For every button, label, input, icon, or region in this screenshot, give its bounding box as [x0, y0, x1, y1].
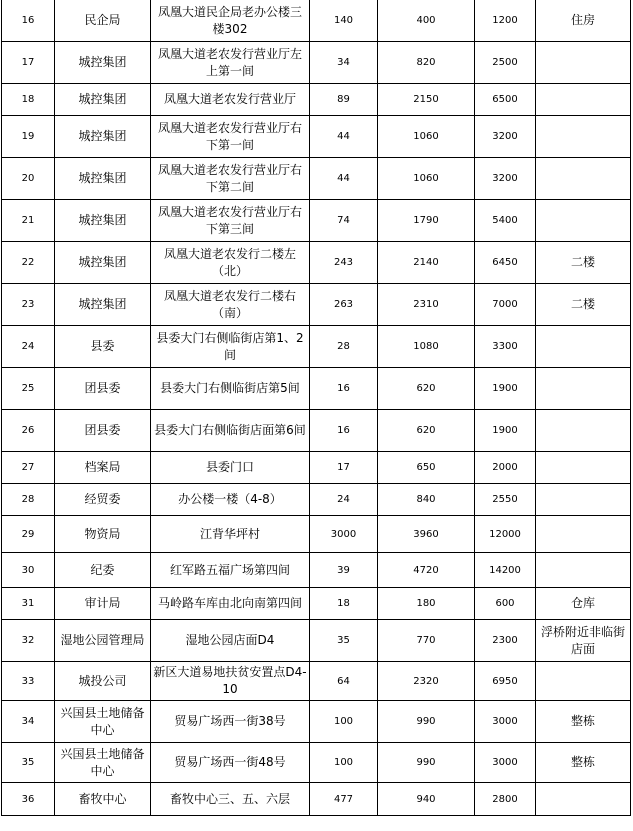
rent-a-cell: 180: [378, 588, 475, 620]
rent-b-cell: 2000: [475, 452, 536, 484]
row-number: 33: [2, 662, 55, 701]
row-number: 28: [2, 484, 55, 516]
rent-b-cell: 7000: [475, 284, 536, 326]
area-cell: 64: [310, 662, 378, 701]
rent-a-cell: 2150: [378, 84, 475, 116]
row-number: 31: [2, 588, 55, 620]
table-row: [2, 410, 631, 452]
location-cell: 凤凰大道老农发行营业厅左上第一间: [151, 42, 310, 84]
row-number: 32: [2, 620, 55, 662]
note-cell: 整栋: [536, 743, 631, 783]
table-row: [2, 284, 631, 326]
rent-a-cell: 620: [378, 410, 475, 452]
note-cell: [536, 326, 631, 368]
location-cell: 凤凰大道老农发行营业厅右下第二间: [151, 158, 310, 200]
location-cell: 红军路五福广场第四间: [151, 553, 310, 588]
table-row: [2, 701, 631, 743]
note-cell: [536, 452, 631, 484]
table-row: [2, 158, 631, 200]
area-cell: 39: [310, 553, 378, 588]
unit-cell: 纪委: [55, 553, 151, 588]
note-cell: 二楼: [536, 284, 631, 326]
area-cell: 89: [310, 84, 378, 116]
location-cell: 湿地公园店面D4: [151, 620, 310, 662]
unit-cell: 物资局: [55, 516, 151, 553]
note-cell: [536, 410, 631, 452]
rent-a-cell: 1060: [378, 158, 475, 200]
unit-cell: 民企局: [55, 0, 151, 42]
table-row: [2, 0, 631, 42]
area-cell: 100: [310, 701, 378, 743]
table-body: [2, 0, 631, 816]
table-row: [2, 116, 631, 158]
location-cell: 新区大道易地扶贫安置点D4-10: [151, 662, 310, 701]
row-number: 18: [2, 84, 55, 116]
area-cell: 140: [310, 0, 378, 42]
row-number: 29: [2, 516, 55, 553]
rent-a-cell: 2310: [378, 284, 475, 326]
row-number: 36: [2, 783, 55, 816]
rent-a-cell: 650: [378, 452, 475, 484]
row-number: 26: [2, 410, 55, 452]
row-number: 21: [2, 200, 55, 242]
note-cell: [536, 516, 631, 553]
unit-cell: 城投公司: [55, 662, 151, 701]
note-cell: [536, 158, 631, 200]
unit-cell: 经贸委: [55, 484, 151, 516]
location-cell: 县委门口: [151, 452, 310, 484]
rent-a-cell: 820: [378, 42, 475, 84]
area-cell: 263: [310, 284, 378, 326]
row-number: 22: [2, 242, 55, 284]
rent-a-cell: 1080: [378, 326, 475, 368]
rent-a-cell: 3960: [378, 516, 475, 553]
unit-cell: 城控集团: [55, 116, 151, 158]
row-number: 20: [2, 158, 55, 200]
unit-cell: 兴国县土地储备中心: [55, 701, 151, 743]
property-table: [1, 0, 631, 816]
location-cell: 凤凰大道老农发行营业厅右下第一间: [151, 116, 310, 158]
row-number: 27: [2, 452, 55, 484]
row-number: 16: [2, 0, 55, 42]
table-row: [2, 588, 631, 620]
unit-cell: 城控集团: [55, 158, 151, 200]
note-cell: 二楼: [536, 242, 631, 284]
table-row: [2, 200, 631, 242]
rent-a-cell: 840: [378, 484, 475, 516]
table-row: [2, 242, 631, 284]
location-cell: 畜牧中心三、五、六层: [151, 783, 310, 816]
area-cell: 28: [310, 326, 378, 368]
note-cell: [536, 368, 631, 410]
note-cell: 仓库: [536, 588, 631, 620]
area-cell: 243: [310, 242, 378, 284]
table-row: [2, 516, 631, 553]
table-row: [2, 326, 631, 368]
rent-b-cell: 6950: [475, 662, 536, 701]
location-cell: 凤凰大道老农发行二楼左（北）: [151, 242, 310, 284]
unit-cell: 县委: [55, 326, 151, 368]
area-cell: 35: [310, 620, 378, 662]
area-cell: 74: [310, 200, 378, 242]
rent-b-cell: 1900: [475, 410, 536, 452]
row-number: 30: [2, 553, 55, 588]
rent-a-cell: 1060: [378, 116, 475, 158]
rent-a-cell: 4720: [378, 553, 475, 588]
rent-a-cell: 990: [378, 701, 475, 743]
table-row: [2, 553, 631, 588]
rent-a-cell: 770: [378, 620, 475, 662]
unit-cell: 审计局: [55, 588, 151, 620]
area-cell: 18: [310, 588, 378, 620]
note-cell: [536, 783, 631, 816]
location-cell: 凤凰大道老农发行二楼右（南）: [151, 284, 310, 326]
rent-b-cell: 600: [475, 588, 536, 620]
row-number: 19: [2, 116, 55, 158]
location-cell: 贸易广场西一街48号: [151, 743, 310, 783]
rent-b-cell: 6500: [475, 84, 536, 116]
table-row: [2, 368, 631, 410]
table-row: [2, 452, 631, 484]
rent-b-cell: 1900: [475, 368, 536, 410]
location-cell: 办公楼一楼（4-8）: [151, 484, 310, 516]
rent-b-cell: 3000: [475, 701, 536, 743]
location-cell: 江背华坪村: [151, 516, 310, 553]
unit-cell: 湿地公园管理局: [55, 620, 151, 662]
table-row: [2, 783, 631, 816]
rent-b-cell: 12000: [475, 516, 536, 553]
row-number: 34: [2, 701, 55, 743]
rent-a-cell: 1790: [378, 200, 475, 242]
area-cell: 44: [310, 158, 378, 200]
table-row: [2, 662, 631, 701]
unit-cell: 畜牧中心: [55, 783, 151, 816]
rent-b-cell: 2800: [475, 783, 536, 816]
rent-b-cell: 14200: [475, 553, 536, 588]
area-cell: 100: [310, 743, 378, 783]
unit-cell: 城控集团: [55, 42, 151, 84]
location-cell: 凤凰大道老农发行营业厅右下第三间: [151, 200, 310, 242]
rent-b-cell: 2550: [475, 484, 536, 516]
table-row: [2, 484, 631, 516]
rent-b-cell: 1200: [475, 0, 536, 42]
area-cell: 34: [310, 42, 378, 84]
rent-a-cell: 2140: [378, 242, 475, 284]
rent-b-cell: 2300: [475, 620, 536, 662]
unit-cell: 城控集团: [55, 84, 151, 116]
table-row: [2, 743, 631, 783]
note-cell: [536, 200, 631, 242]
note-cell: [536, 116, 631, 158]
note-cell: [536, 662, 631, 701]
location-cell: 县委大门右侧临街店第5间: [151, 368, 310, 410]
row-number: 17: [2, 42, 55, 84]
rent-b-cell: 3200: [475, 116, 536, 158]
unit-cell: 兴国县土地储备中心: [55, 743, 151, 783]
unit-cell: 团县委: [55, 410, 151, 452]
rent-a-cell: 940: [378, 783, 475, 816]
unit-cell: 城控集团: [55, 200, 151, 242]
rent-b-cell: 3300: [475, 326, 536, 368]
note-cell: 浮桥附近非临街店面: [536, 620, 631, 662]
rent-b-cell: 5400: [475, 200, 536, 242]
note-cell: [536, 484, 631, 516]
unit-cell: 团县委: [55, 368, 151, 410]
unit-cell: 档案局: [55, 452, 151, 484]
note-cell: [536, 84, 631, 116]
row-number: 24: [2, 326, 55, 368]
note-cell: 整栋: [536, 701, 631, 743]
area-cell: 24: [310, 484, 378, 516]
rent-b-cell: 3000: [475, 743, 536, 783]
area-cell: 16: [310, 368, 378, 410]
row-number: 25: [2, 368, 55, 410]
location-cell: 县委大门右侧临街店第1、2间: [151, 326, 310, 368]
table-row: [2, 42, 631, 84]
location-cell: 贸易广场西一街38号: [151, 701, 310, 743]
row-number: 23: [2, 284, 55, 326]
table-row: [2, 620, 631, 662]
table-row: [2, 84, 631, 116]
rent-a-cell: 990: [378, 743, 475, 783]
area-cell: 17: [310, 452, 378, 484]
rent-a-cell: 400: [378, 0, 475, 42]
rent-b-cell: 6450: [475, 242, 536, 284]
area-cell: 3000: [310, 516, 378, 553]
note-cell: [536, 42, 631, 84]
rent-a-cell: 2320: [378, 662, 475, 701]
location-cell: 凤凰大道民企局老办公楼三楼302: [151, 0, 310, 42]
rent-b-cell: 2500: [475, 42, 536, 84]
location-cell: 马岭路车库由北向南第四间: [151, 588, 310, 620]
note-cell: 住房: [536, 0, 631, 42]
row-number: 35: [2, 743, 55, 783]
area-cell: 16: [310, 410, 378, 452]
location-cell: 县委大门右侧临街店面第6间: [151, 410, 310, 452]
note-cell: [536, 553, 631, 588]
area-cell: 44: [310, 116, 378, 158]
unit-cell: 城控集团: [55, 242, 151, 284]
unit-cell: 城控集团: [55, 284, 151, 326]
rent-a-cell: 620: [378, 368, 475, 410]
rent-b-cell: 3200: [475, 158, 536, 200]
location-cell: 凤凰大道老农发行营业厅: [151, 84, 310, 116]
area-cell: 477: [310, 783, 378, 816]
